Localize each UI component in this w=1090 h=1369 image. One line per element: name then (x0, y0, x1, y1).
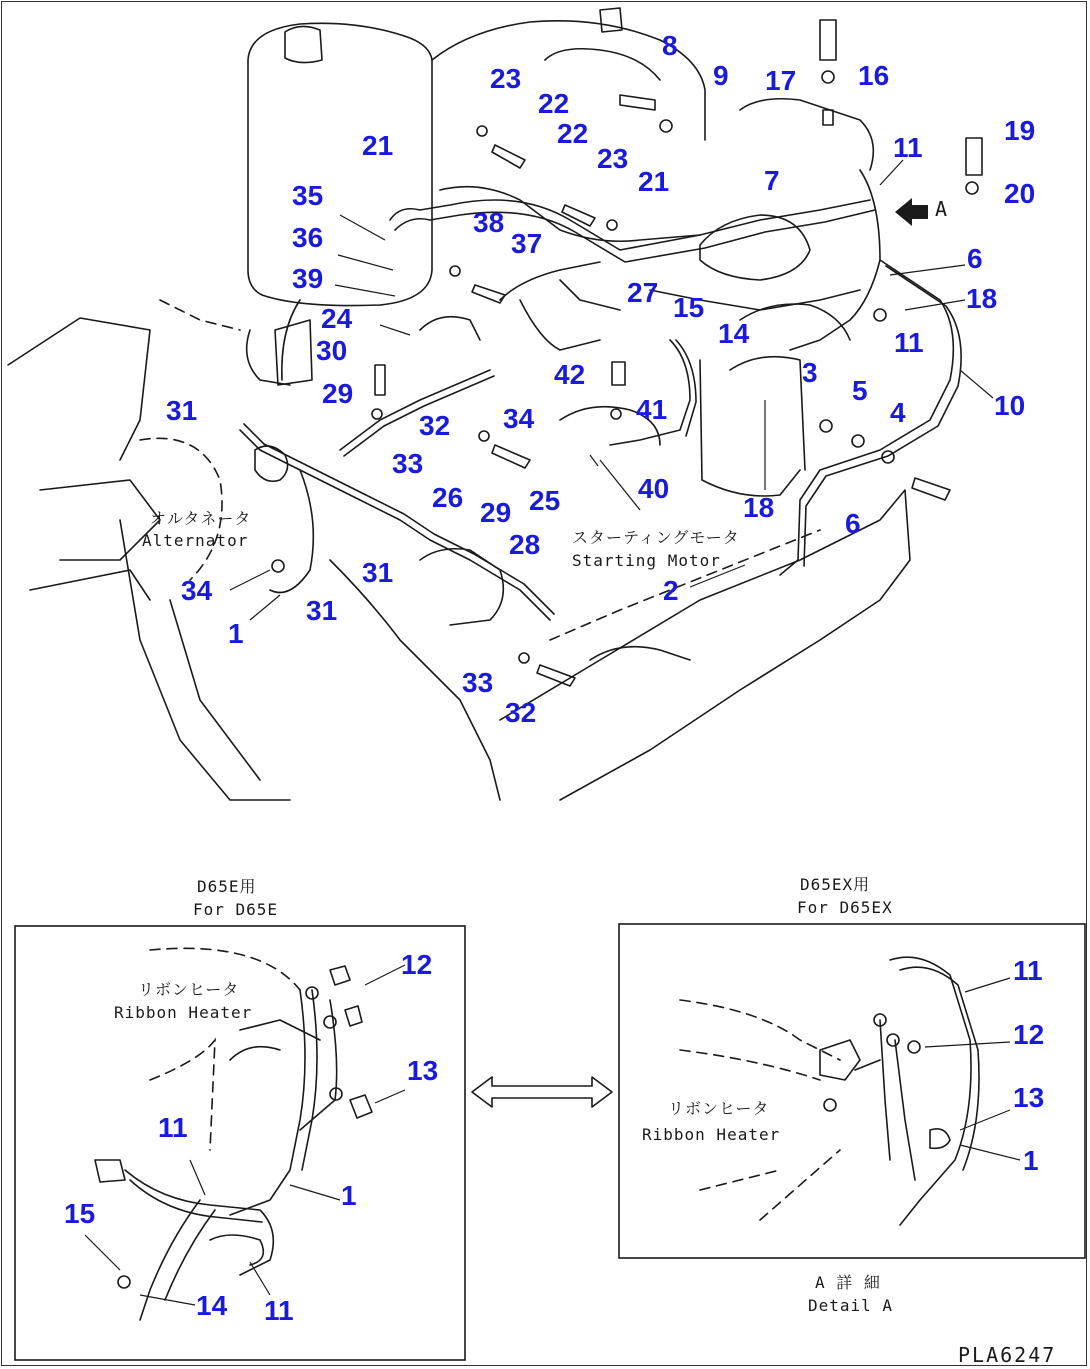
callout-20: 20 (1004, 178, 1036, 209)
callout-14: 14 (718, 318, 750, 349)
detail-left-callout-1: 1 (341, 1180, 357, 1211)
detail-left-callout-14: 14 (196, 1290, 228, 1321)
callout-18: 18 (743, 492, 775, 523)
detail-right-title-en: For D65EX (797, 898, 893, 917)
callout-29: 29 (322, 378, 354, 409)
engine-outline (8, 8, 993, 800)
detail-left-callout-11: 11 (158, 1112, 188, 1143)
callout-42: 42 (554, 359, 586, 390)
starting-motor-label-jp: スターティングモータ (572, 528, 740, 547)
detail-a-caption-en: Detail A (808, 1296, 894, 1315)
callout-29: 29 (480, 497, 512, 528)
callout-32: 32 (419, 410, 451, 441)
callout-37: 37 (511, 228, 543, 259)
callout-15: 15 (673, 292, 705, 323)
ribbon-heater-label-en: Ribbon Heater (114, 1003, 253, 1022)
detail-left-title-jp: D65E用 (197, 877, 257, 896)
callout-19: 19 (1004, 115, 1036, 146)
detail-left-callout-12: 12 (401, 949, 433, 980)
callout-1: 1 (228, 618, 244, 649)
callout-6: 6 (967, 243, 983, 274)
callout-31: 31 (306, 595, 338, 626)
ribbon-heater-label-jp: リボンヒータ (138, 980, 240, 999)
callout-22: 22 (557, 118, 589, 149)
callout-39: 39 (292, 263, 324, 294)
callout-24: 24 (321, 303, 353, 334)
callout-40: 40 (638, 473, 670, 504)
ribbon-heater-right-label-jp: リボンヒータ (668, 1099, 770, 1118)
callout-11: 11 (894, 327, 924, 358)
detail-right (619, 875, 1085, 1315)
callout-5: 5 (852, 375, 868, 406)
callout-30: 30 (316, 335, 348, 366)
callout-4: 4 (890, 397, 906, 428)
callout-21: 21 (362, 130, 394, 161)
callout-34: 34 (181, 575, 213, 606)
callout-9: 9 (713, 60, 729, 91)
callout-34: 34 (503, 403, 535, 434)
detail-left-title-en: For D65E (193, 900, 279, 919)
callout-33: 33 (462, 667, 494, 698)
callout-7: 7 (764, 165, 780, 196)
swap-double-arrow (472, 1077, 612, 1107)
callout-22: 22 (538, 88, 570, 119)
callout-31: 31 (362, 557, 394, 588)
callout-10: 10 (994, 390, 1026, 421)
callout-32: 32 (505, 697, 537, 728)
detail-right-callout-11: 11 (1013, 955, 1043, 986)
callout-26: 26 (432, 482, 464, 513)
callout-28: 28 (509, 529, 541, 560)
callout-31: 31 (166, 395, 198, 426)
arrow-a-label: A (935, 197, 950, 221)
alternator-label-en: Alternator (142, 531, 249, 550)
callout-36: 36 (292, 222, 324, 253)
callout-16: 16 (858, 60, 890, 91)
callout-27: 27 (627, 277, 659, 308)
callout-25: 25 (529, 485, 561, 516)
starting-motor-label-en: Starting Motor (572, 551, 721, 570)
callout-33: 33 (392, 448, 424, 479)
callout-38: 38 (473, 207, 505, 238)
callout-6: 6 (845, 508, 861, 539)
callout-23: 23 (490, 63, 522, 94)
callout-2: 2 (663, 575, 679, 606)
alternator-label-jp: オルタネータ (150, 509, 252, 528)
diagram-code: PLA6247 (958, 1343, 1057, 1367)
callout-18: 18 (966, 283, 998, 314)
callout-21: 21 (638, 166, 670, 197)
callout-3: 3 (802, 357, 818, 388)
detail-left (15, 877, 465, 1360)
callout-17: 17 (765, 65, 797, 96)
callout-23: 23 (597, 143, 629, 174)
main-callouts (166, 30, 1035, 728)
detail-left-callout-13: 13 (407, 1055, 439, 1086)
detail-right-callout-12: 12 (1013, 1019, 1045, 1050)
ribbon-heater-right-label-en: Ribbon Heater (642, 1125, 781, 1144)
detail-left-callout-11: 11 (264, 1295, 294, 1326)
detail-left-callout-15: 15 (64, 1198, 96, 1229)
callout-11: 11 (893, 132, 923, 163)
detail-right-callout-13: 13 (1013, 1082, 1045, 1113)
detail-a-caption-jp: A 詳 細 (815, 1273, 881, 1292)
callout-8: 8 (662, 30, 678, 61)
detail-right-callout-1: 1 (1023, 1145, 1039, 1176)
detail-right-title-jp: D65EX用 (800, 875, 871, 894)
callout-35: 35 (292, 180, 324, 211)
callout-41: 41 (636, 394, 668, 425)
